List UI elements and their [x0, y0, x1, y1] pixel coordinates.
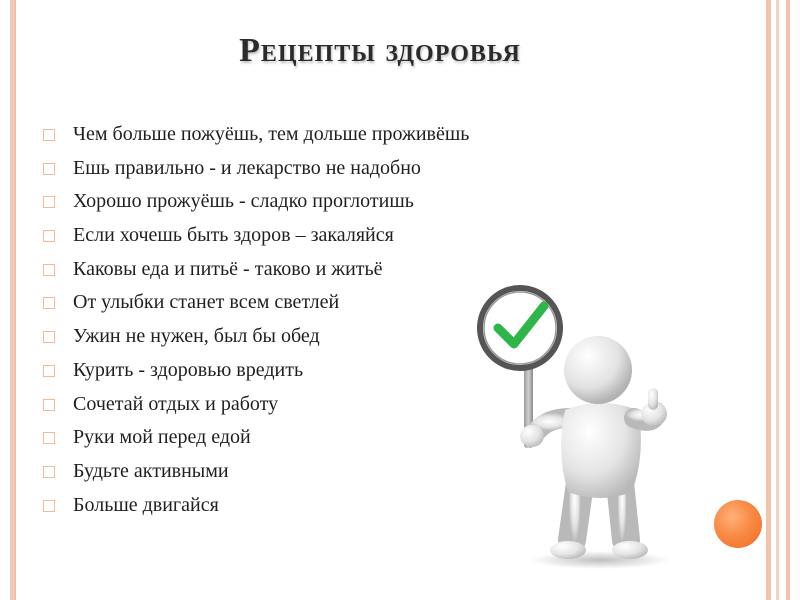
- list-item-text: Ужин не нужен, был бы обед: [73, 325, 320, 348]
- square-bullet-icon: [43, 500, 55, 512]
- square-bullet-icon: [43, 466, 55, 478]
- list-item-text: Чем больше пожуёшь, тем дольше проживёшь: [73, 123, 470, 145]
- list-item-text: Ешь правильно - и лекарство не надобно: [73, 156, 421, 179]
- list-item: [40, 120, 600, 154]
- right-stripe: [786, 0, 790, 600]
- square-bullet-icon: [43, 129, 55, 141]
- left-border-decoration: [10, 0, 16, 600]
- list-item-text: Больше двигайся: [73, 493, 219, 516]
- list-item-text: Если хочешь быть здоров – закаляйся: [73, 224, 394, 247]
- square-bullet-icon: [43, 196, 55, 208]
- person-holding-checkmark-sign-icon: [470, 278, 730, 578]
- list-item-text: Будьте активными: [73, 459, 229, 482]
- list-item-text: Сочетай отдых и работу: [73, 392, 279, 415]
- list-item: [40, 221, 600, 255]
- list-item: [40, 187, 600, 221]
- square-bullet-icon: [43, 163, 55, 175]
- square-bullet-icon: [43, 297, 55, 309]
- square-bullet-icon: [43, 264, 55, 276]
- orange-circle-icon: [714, 500, 762, 548]
- list-item-text: Курить - здоровью вредить: [73, 358, 304, 381]
- square-bullet-icon: [43, 230, 55, 242]
- slide-title: Рецепты здоровья: [239, 32, 521, 69]
- right-stripe: [766, 0, 771, 600]
- list-item-text: От улыбки станет всем светлей: [73, 291, 340, 314]
- square-bullet-icon: [43, 432, 55, 444]
- list-item-text: Хорошо прожуёшь - сладко проглотишь: [73, 190, 414, 213]
- right-stripe: [776, 0, 779, 600]
- square-bullet-icon: [43, 399, 55, 411]
- list-item-text: Руки мой перед едой: [73, 426, 251, 449]
- square-bullet-icon: [43, 365, 55, 377]
- list-item-text: Каковы еда и питьё - таково и житьё: [73, 257, 383, 280]
- list-item: [40, 154, 600, 188]
- square-bullet-icon: [43, 331, 55, 343]
